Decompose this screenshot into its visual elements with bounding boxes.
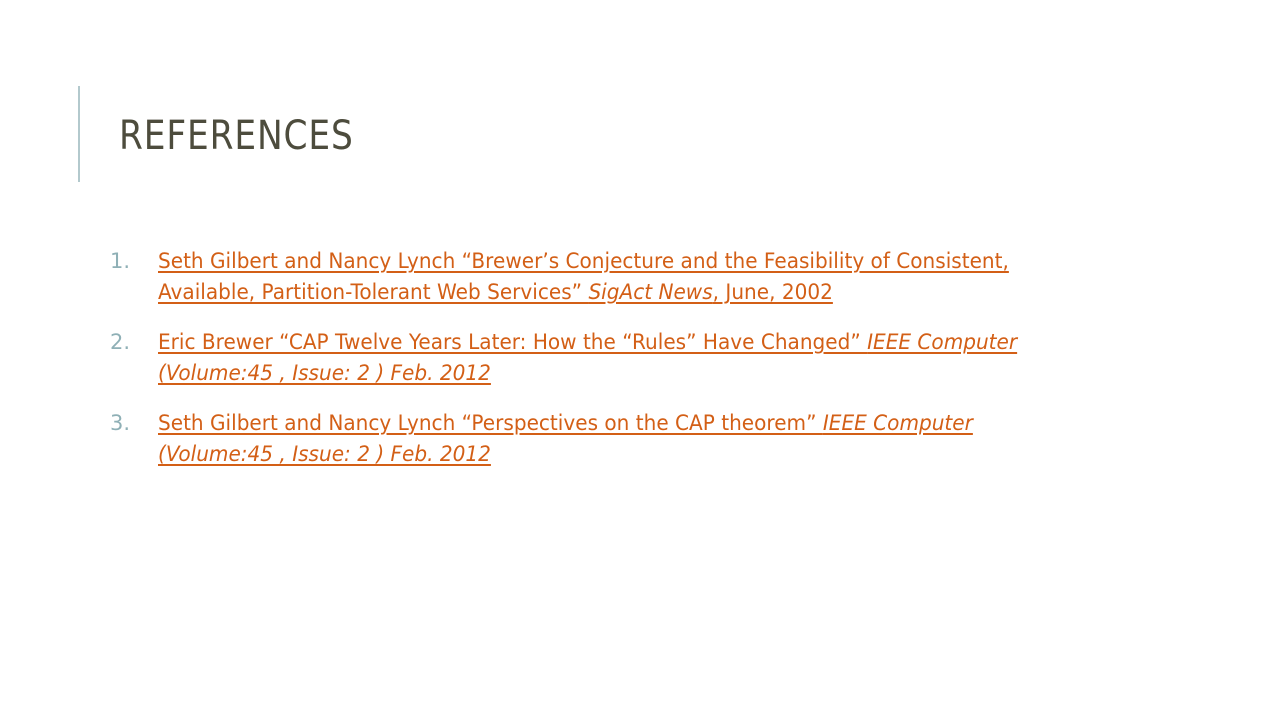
reference-item-2 — [110, 327, 1130, 389]
slide-title: REFERENCES — [119, 113, 354, 159]
reference-link-3[interactable] — [158, 408, 1086, 470]
reference-link-2[interactable] — [158, 327, 1086, 389]
reference-text: Seth Gilbert and Nancy Lynch “Perspectives on the CAP theorem” — [158, 411, 823, 435]
reference-number: 2. — [110, 330, 131, 354]
reference-venue: IEEE Computer (Volume:45 , Issue: 2 ) Feb. 2012 — [158, 411, 973, 466]
reference-text: Eric Brewer “CAP Twelve Years Later: How the “Rules” Have Changed” — [158, 330, 868, 354]
reference-venue: SigAct News — [588, 280, 713, 304]
reference-link-1[interactable] — [158, 246, 1086, 308]
reference-text: Seth Gilbert and Nancy Lynch “Brewer’s Conjecture and the Feasibility of Consistent, Available, Partition-Tolerant Web Services” — [158, 249, 1009, 304]
reference-number: 3. — [110, 411, 131, 435]
reference-list — [110, 246, 1130, 489]
reference-number: 1. — [110, 249, 131, 273]
reference-item-1 — [110, 246, 1130, 308]
title-accent-bar — [78, 86, 80, 182]
reference-date: , June, 2002 — [712, 280, 833, 304]
reference-venue: IEEE Computer (Volume:45 , Issue: 2 ) Feb. 2012 — [158, 330, 1018, 385]
reference-item-3 — [110, 408, 1130, 470]
